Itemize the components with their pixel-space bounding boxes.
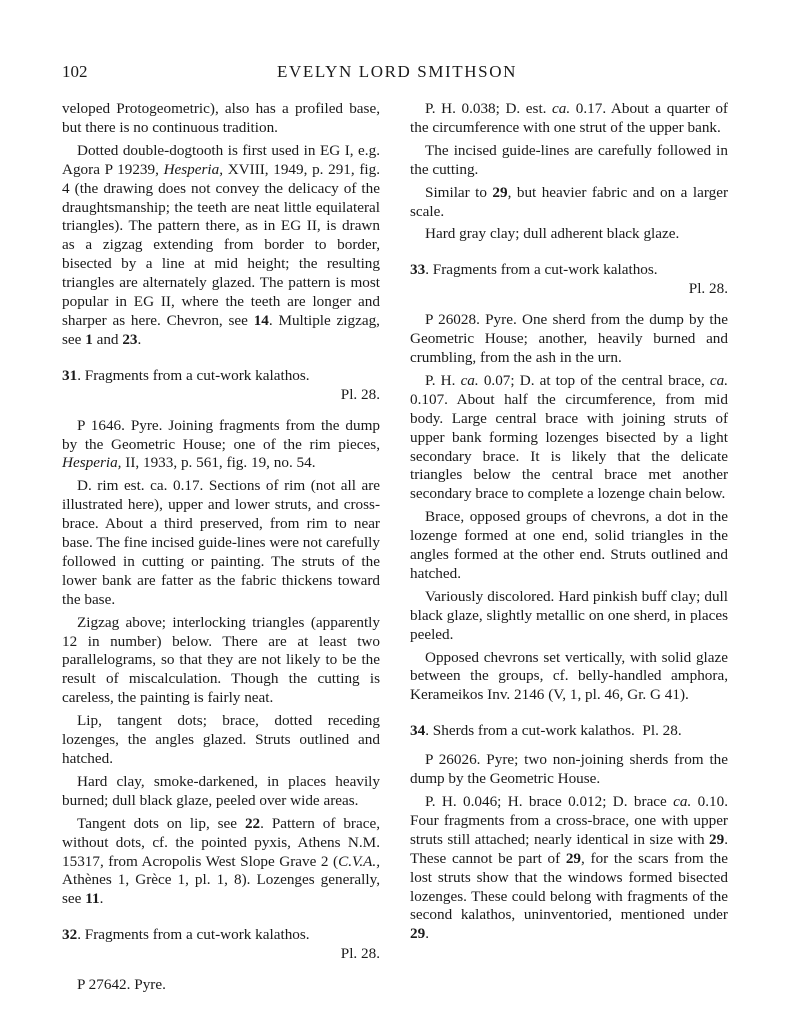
paragraph: Hard gray clay; dull adherent black glaze. (425, 225, 680, 243)
paragraph: P 1646. Pyre. Joining fragments from the dump by the Geometric House; one of the rim pieces, Hesperia, II, 1933, p. 561, fig. 19, no. 54. (62, 416, 380, 472)
paragraph: P. H. 0.038; D. est. ca. 0.17. About a quarter of the circumference with one strut of the upper bank. (410, 100, 728, 136)
paragraph: Tangent dots on lip, see 22. Pattern of brace, without dots, cf. the pointed pyxis, Athens N.M. 15317, from Acropolis West Slope Grave 2 (C.V.A., Athènes 1, Grèce 1, pl. 1, 8). Lozenges generally, see 11. (62, 814, 380, 908)
paragraph: veloped Protogeometric), also has a profiled base, but there is no continuous tradition. (62, 100, 380, 136)
page-header (62, 62, 732, 86)
paragraph: P. H. ca. 0.07; D. at top of the central brace, ca. 0.107. About half the circumference, from mid body. Large central brace with joining struts of upper bank forming lozenges bisected by a light secondary brace. It is likely that the delicate triangles below the central brace met another secondary brace to complete a lozenge chain below. (410, 371, 728, 503)
entry-heading-32: 32. Fragments from a cut-work kalathos. (62, 926, 310, 944)
running-head: EVELYN LORD SMITHSON (277, 62, 517, 81)
paragraph: D. rim est. ca. 0.17. Sections of rim (not all are illustrated here), upper and lower struts, and cross-brace. About a third preserved, from rim to near base. The fine incised guide-lines were not carefully followed in cutting or painting. The struts of the lower bank are fatter as the fabric thickens toward the base. (62, 477, 380, 608)
left-column (62, 100, 380, 995)
paragraph: Lip, tangent dots; brace, dotted receding lozenges, the angles glazed. Struts outlined and hatched. (62, 712, 380, 767)
plate-ref-33: Pl. 28. (688, 280, 728, 298)
right-column (410, 100, 728, 944)
paragraph: Variously discolored. Hard pinkish buff clay; dull black glaze, slightly metallic on one sherd, in places peeled. (410, 587, 728, 643)
paragraph: The incised guide-lines are carefully followed in the cutting. (410, 141, 728, 178)
plate-ref-32: Pl. 28. (340, 945, 380, 963)
paragraph: P. H. 0.046; H. brace 0.012; D. brace ca. 0.10. Four fragments from a cross-brace, one with upper struts still attached; nearly identical in size with 29. These cannot be part of 29, for the scars from the lost struts show that the windows formed bisected lozenges. These could belong with fragments of the second kalathos, uninventoried, mentioned under 29. (410, 793, 728, 943)
plate-ref-31: Pl. 28. (340, 385, 380, 403)
paragraph: Zigzag above; interlocking triangles (apparently 12 in number) below. There are at least two parallelograms, so that they are not likely to be the result of miscalculation. Though the cutting is careless, the painting is fairly neat. (62, 613, 380, 707)
paragraph: Hard clay, smoke-darkened, in places heavily burned; dull black glaze, peeled over wide areas. (62, 772, 380, 809)
paragraph: P 27642. Pyre. (77, 976, 166, 994)
paragraph: P 26028. Pyre. One sherd from the dump by the Geometric House; another, heavily burned and crumbling, from the ash in the urn. (410, 311, 728, 366)
entry-heading-34: 34. Sherds from a cut-work kalathos. Pl. 28. (410, 722, 682, 740)
paragraph: Similar to 29, but heavier fabric and on a larger scale. (410, 183, 729, 220)
paragraph: P 26026. Pyre; two non-joining sherds from the dump by the Geometric House. (410, 751, 728, 788)
paragraph: Dotted double-dogtooth is first used in EG I, e.g. Agora P 19239, Hesperia, XVIII, 1949, p. 291, fig. 4 (the drawing does not convey the delicacy of the draughtsmanship; the teeth are neat little equilateral triangles). The pattern there, as in EG II, is drawn as a zigzag extending from border to border, bisected by a line at mid height; the resulting triangles are alternately glazed. The pattern is most popular in EG II, where the teeth are longer and sharper as here. Chevron, see 14. Multiple zigzag, see 1 and 23. (62, 141, 381, 348)
paragraph: Opposed chevrons set vertically, with solid glaze between the groups, cf. belly-handled amphora, Kerameikos Inv. 2146 (V, 1, pl. 46, Gr. G 41). (410, 648, 728, 704)
page-number: 102 (62, 62, 88, 81)
entry-heading-31: 31. Fragments from a cut-work kalathos. (62, 366, 310, 384)
paragraph: Brace, opposed groups of chevrons, a dot in the lozenge formed at one end, solid triangles in the angles formed at the other end. Struts outlined and hatched. (410, 508, 728, 582)
entry-heading-33: 33. Fragments from a cut-work kalathos. (410, 261, 658, 279)
